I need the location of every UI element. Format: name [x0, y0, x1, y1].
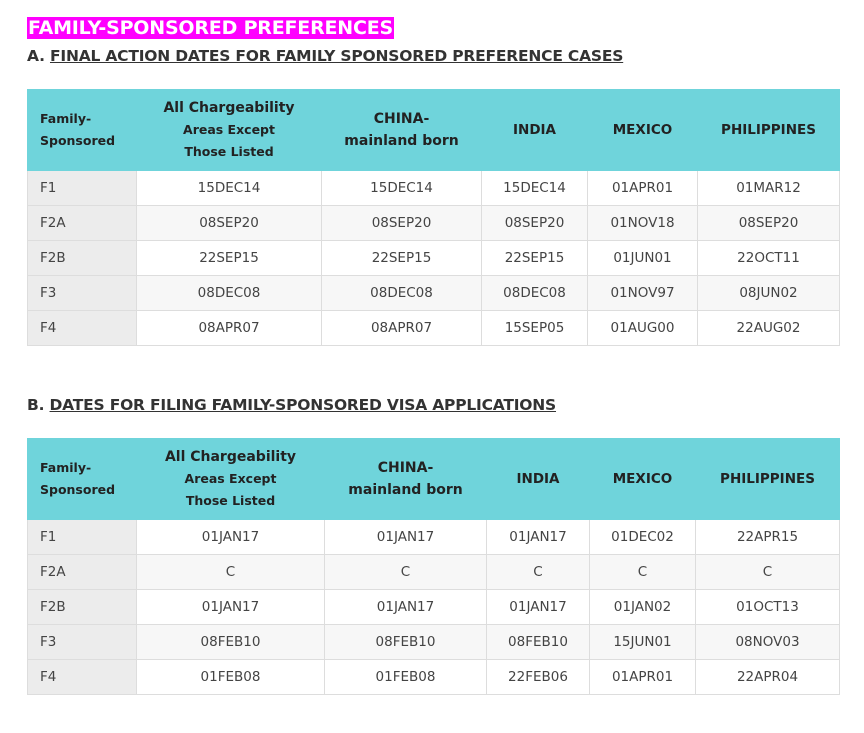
date-cell: 08FEB10	[487, 625, 590, 660]
date-cell: 15DEC14	[482, 171, 588, 206]
date-cell: 22APR04	[696, 660, 840, 695]
date-cell: C	[325, 555, 487, 590]
section-b-heading: DATES FOR FILING FAMILY-SPONSORED VISA APPLICATIONS	[49, 396, 557, 414]
section-b-prefix: B.	[27, 396, 45, 414]
section-a-prefix: A.	[27, 47, 45, 65]
date-cell: 15SEP05	[482, 311, 588, 346]
date-cell: 22SEP15	[322, 241, 482, 276]
date-cell: 01JAN17	[325, 590, 487, 625]
date-cell: 08JUN02	[698, 276, 840, 311]
date-cell: 22SEP15	[137, 241, 322, 276]
date-cell: 01JAN17	[487, 520, 590, 555]
header-india: INDIA	[487, 439, 590, 520]
table-header-row	[28, 90, 840, 171]
date-cell: 01JAN17	[137, 590, 325, 625]
header-mexico: MEXICO	[590, 439, 696, 520]
date-cell: 08SEP20	[482, 206, 588, 241]
date-cell: 01NOV97	[588, 276, 698, 311]
date-cell: 08APR07	[322, 311, 482, 346]
date-cell: 08FEB10	[325, 625, 487, 660]
date-cell: 01JAN17	[325, 520, 487, 555]
date-cell: C	[590, 555, 696, 590]
date-cell: 01FEB08	[137, 660, 325, 695]
date-cell: 01DEC02	[590, 520, 696, 555]
category-cell: F2B	[28, 241, 137, 276]
table-row	[28, 206, 840, 241]
table-row	[28, 311, 840, 346]
date-cell: C	[696, 555, 840, 590]
table-header-row	[28, 439, 840, 520]
date-cell: 08FEB10	[137, 625, 325, 660]
table-row	[28, 276, 840, 311]
table-row	[28, 590, 840, 625]
table-row	[28, 660, 840, 695]
page-title: FAMILY-SPONSORED PREFERENCES	[28, 17, 393, 39]
date-cell: C	[487, 555, 590, 590]
header-china: CHINA- mainland born	[325, 439, 487, 520]
date-cell: 01AUG00	[588, 311, 698, 346]
date-cell: 22FEB06	[487, 660, 590, 695]
date-cell: 01OCT13	[696, 590, 840, 625]
header-philippines: PHILIPPINES	[698, 90, 840, 171]
date-cell: 08DEC08	[322, 276, 482, 311]
table-row	[28, 171, 840, 206]
date-cell: 08SEP20	[137, 206, 322, 241]
category-cell: F3	[28, 625, 137, 660]
table-row	[28, 625, 840, 660]
date-cell: 01NOV18	[588, 206, 698, 241]
date-cell: 08DEC08	[137, 276, 322, 311]
category-cell: F1	[28, 520, 137, 555]
table-row	[28, 555, 840, 590]
date-cell: 08DEC08	[482, 276, 588, 311]
date-cell: 01JAN02	[590, 590, 696, 625]
category-cell: F1	[28, 171, 137, 206]
date-cell: 15JUN01	[590, 625, 696, 660]
section-a-title	[27, 47, 623, 65]
table-row	[28, 241, 840, 276]
date-cell: 01JUN01	[588, 241, 698, 276]
date-cell: 08SEP20	[698, 206, 840, 241]
date-cell: 15DEC14	[137, 171, 322, 206]
header-all-chargeability: All Chargeability Areas Except Those Listed	[137, 439, 325, 520]
date-cell: 15DEC14	[322, 171, 482, 206]
section-a-heading: FINAL ACTION DATES FOR FAMILY SPONSORED PREFERENCE CASES	[49, 47, 624, 65]
date-cell: 01APR01	[588, 171, 698, 206]
date-cell: 01APR01	[590, 660, 696, 695]
date-cell: 08SEP20	[322, 206, 482, 241]
category-cell: F2A	[28, 555, 137, 590]
category-cell: F3	[28, 276, 137, 311]
date-cell: 01MAR12	[698, 171, 840, 206]
header-india: INDIA	[482, 90, 588, 171]
date-cell: 01FEB08	[325, 660, 487, 695]
date-cell: C	[137, 555, 325, 590]
section-b-title	[27, 396, 556, 414]
date-cell: 01JAN17	[137, 520, 325, 555]
header-china: CHINA- mainland born	[322, 90, 482, 171]
header-philippines: PHILIPPINES	[696, 439, 840, 520]
date-cell: 08NOV03	[696, 625, 840, 660]
table-row	[28, 520, 840, 555]
dates-for-filing-table	[27, 438, 840, 695]
category-cell: F4	[28, 660, 137, 695]
header-family-sponsored: Family- Sponsored	[28, 439, 137, 520]
date-cell: 01JAN17	[487, 590, 590, 625]
date-cell: 22AUG02	[698, 311, 840, 346]
header-all-chargeability: All Chargeability Areas Except Those Listed	[137, 90, 322, 171]
category-cell: F2A	[28, 206, 137, 241]
date-cell: 22SEP15	[482, 241, 588, 276]
date-cell: 08APR07	[137, 311, 322, 346]
final-action-dates-table	[27, 89, 840, 346]
header-family-sponsored: Family- Sponsored	[28, 90, 137, 171]
date-cell: 22APR15	[696, 520, 840, 555]
category-cell: F2B	[28, 590, 137, 625]
category-cell: F4	[28, 311, 137, 346]
header-mexico: MEXICO	[588, 90, 698, 171]
date-cell: 22OCT11	[698, 241, 840, 276]
